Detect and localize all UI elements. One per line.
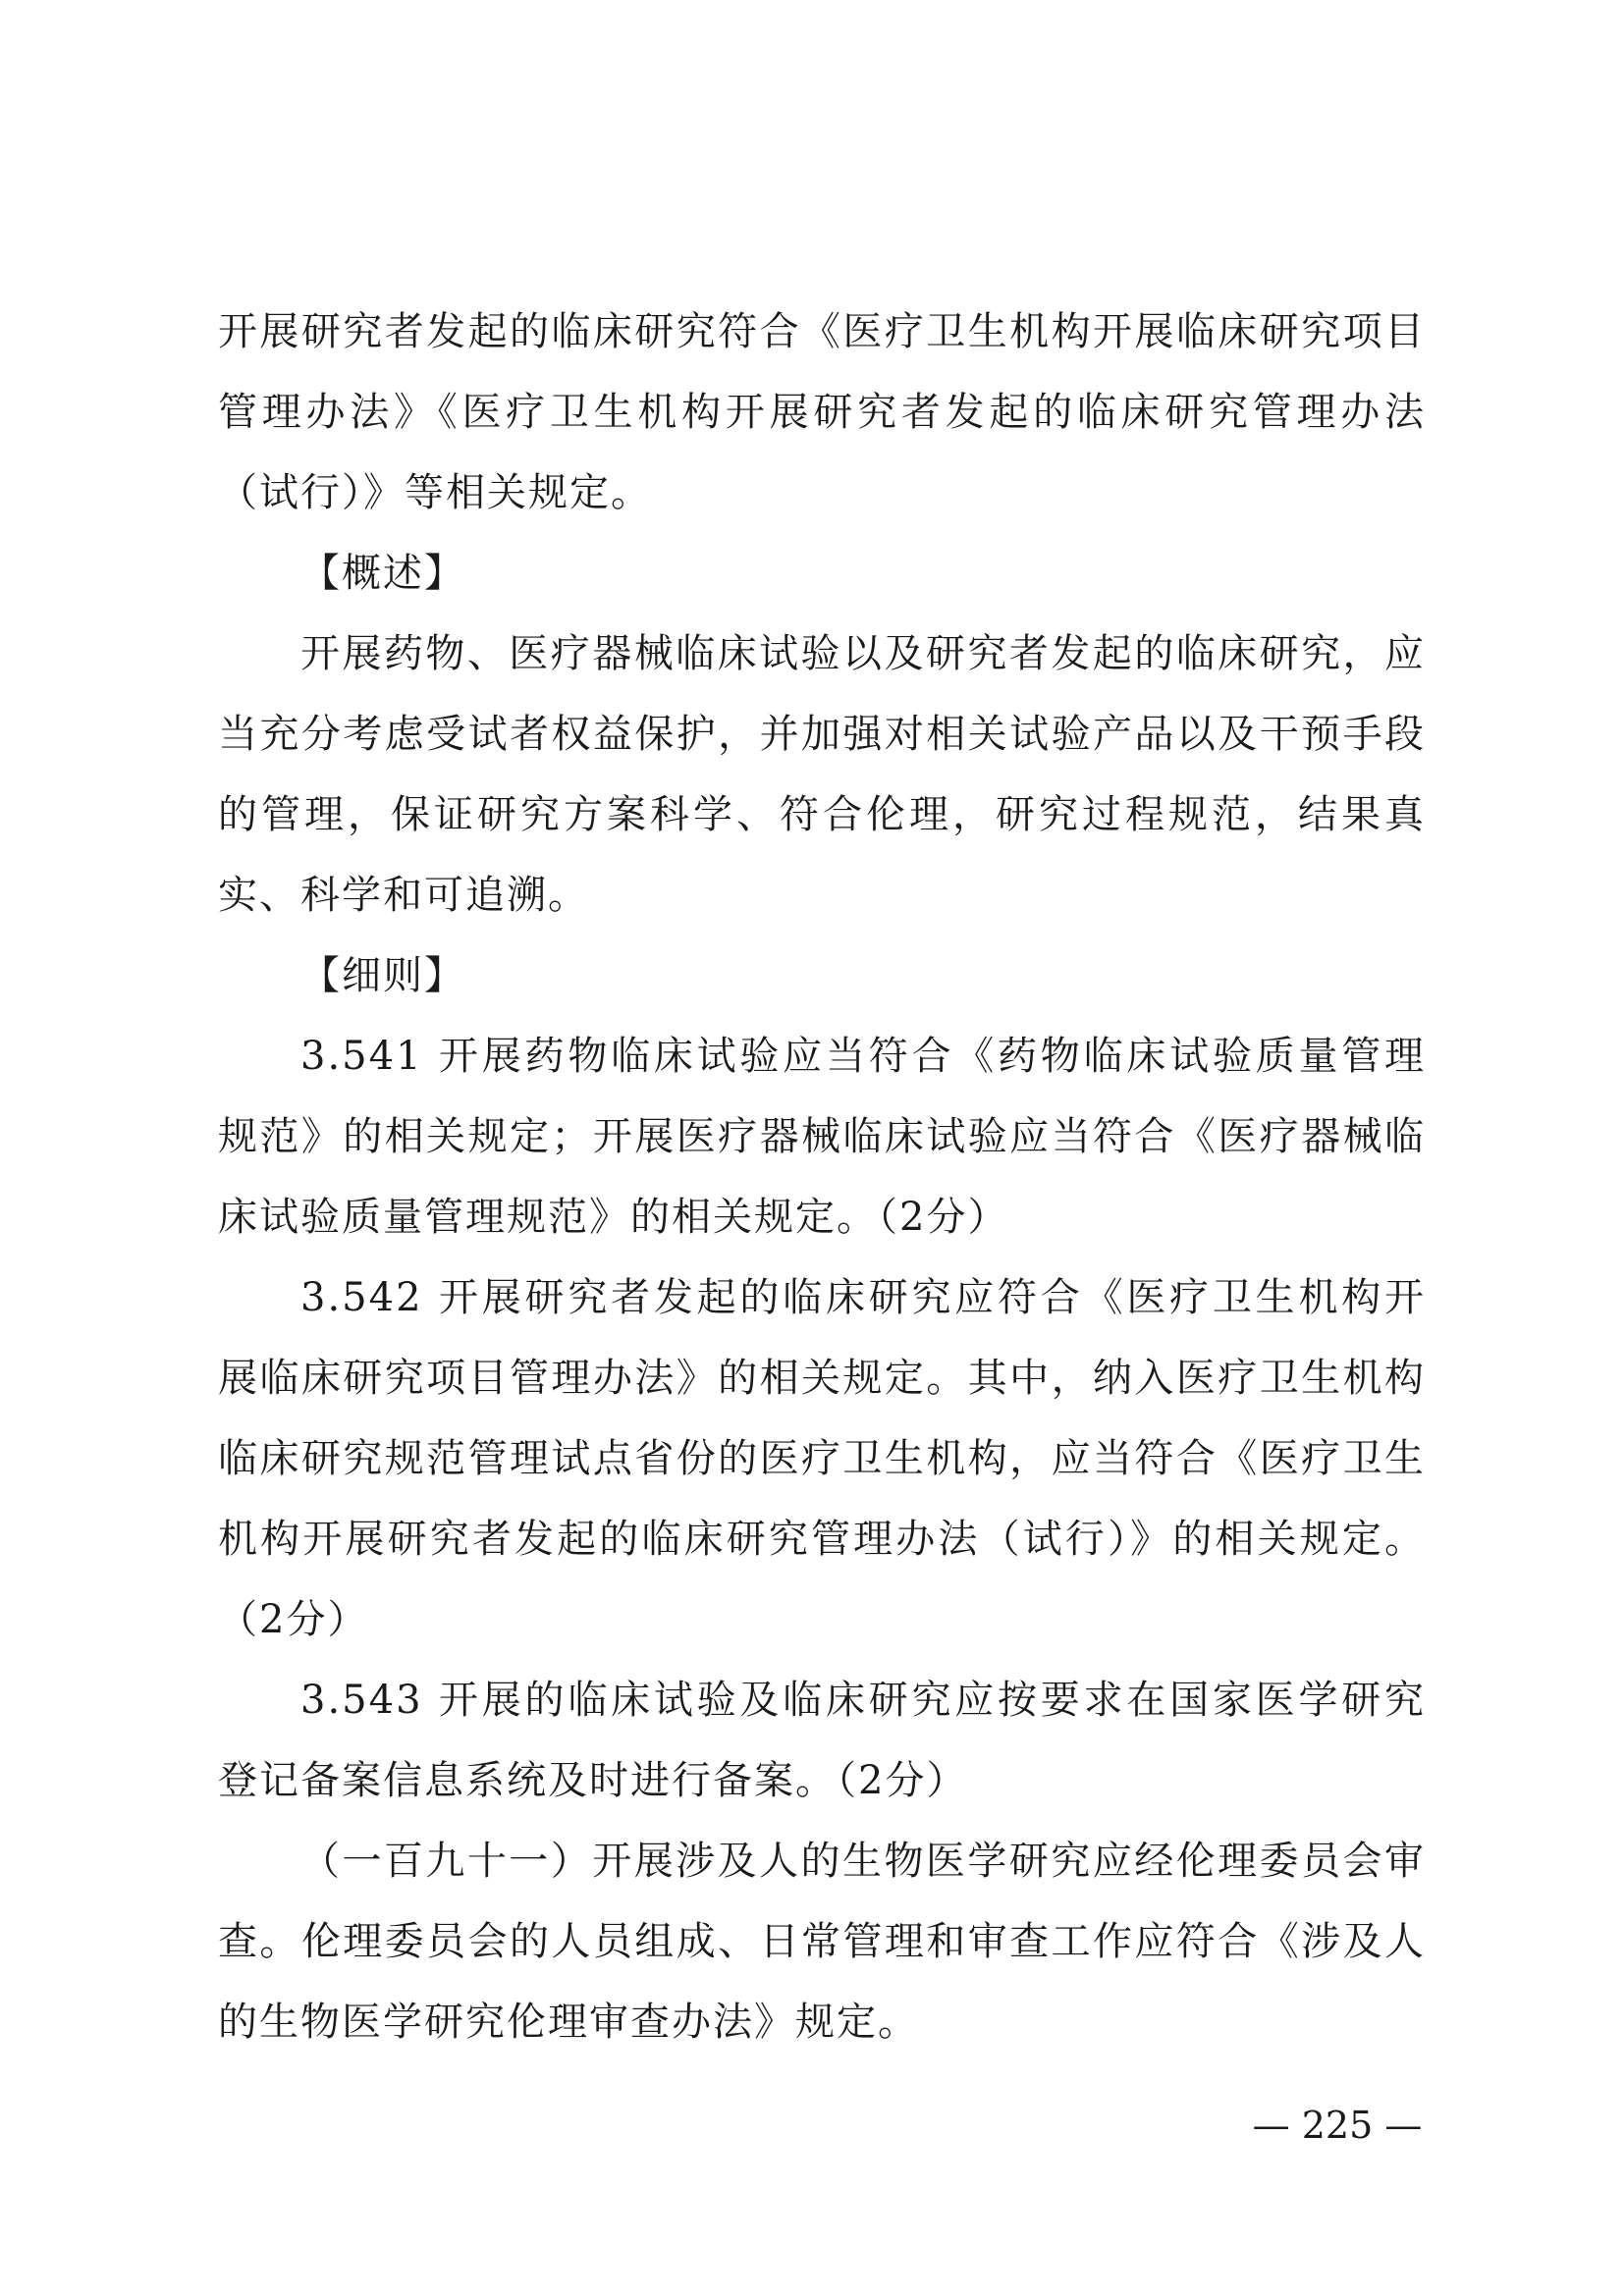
rule-3-542: 3.542 开展研究者发起的临床研究应符合《医疗卫生机构开展临床研究项目管理办法》的相关规定。其中，纳入医疗卫生机构临床研究规范管理试点省份的医疗卫生机构，应当符合《医疗卫生机构开展研究者发起的临床研究管理办法（试行）》的相关规定。（2分） [218,1275,1426,1642]
rule-3-541: 3.541 开展药物临床试验应当符合《药物临床试验质量管理规范》的相关规定；开展医疗器械临床试验应当符合《医疗器械临床试验质量管理规范》的相关规定。（2分） [218,1034,1426,1240]
paragraph-continuation: 开展研究者发起的临床研究符合《医疗卫生机构开展临床研究项目管理办法》《医疗卫生机构开展研究者发起的临床研究管理办法（试行）》等相关规定。 [218,309,1426,515]
section-heading-rules: 【细则】 [300,953,465,998]
article-191: （一百九十一）开展涉及人的生物医学研究应经伦理委员会审查。伦理委员会的人员组成、日常管理和审查工作应符合《涉及人的生物医学研究伦理审查办法》规定。 [218,1839,1426,2045]
body-text [218,292,1426,2062]
section-heading-overview: 【概述】 [300,551,465,596]
rule-3-543: 3.543 开展的临床试验及临床研究应按要求在国家医学研究登记备案信息系统及时进行备案。（2分） [218,1678,1426,1803]
page-number: — 225 — [1252,2104,1423,2147]
paragraph-overview: 开展药物、医疗器械临床试验以及研究者发起的临床研究，应当充分考虑受试者权益保护，并加强对相关试验产品以及干预手段的管理，保证研究方案科学、符合伦理，研究过程规范，结果真实、科学和可追溯。 [218,631,1426,918]
